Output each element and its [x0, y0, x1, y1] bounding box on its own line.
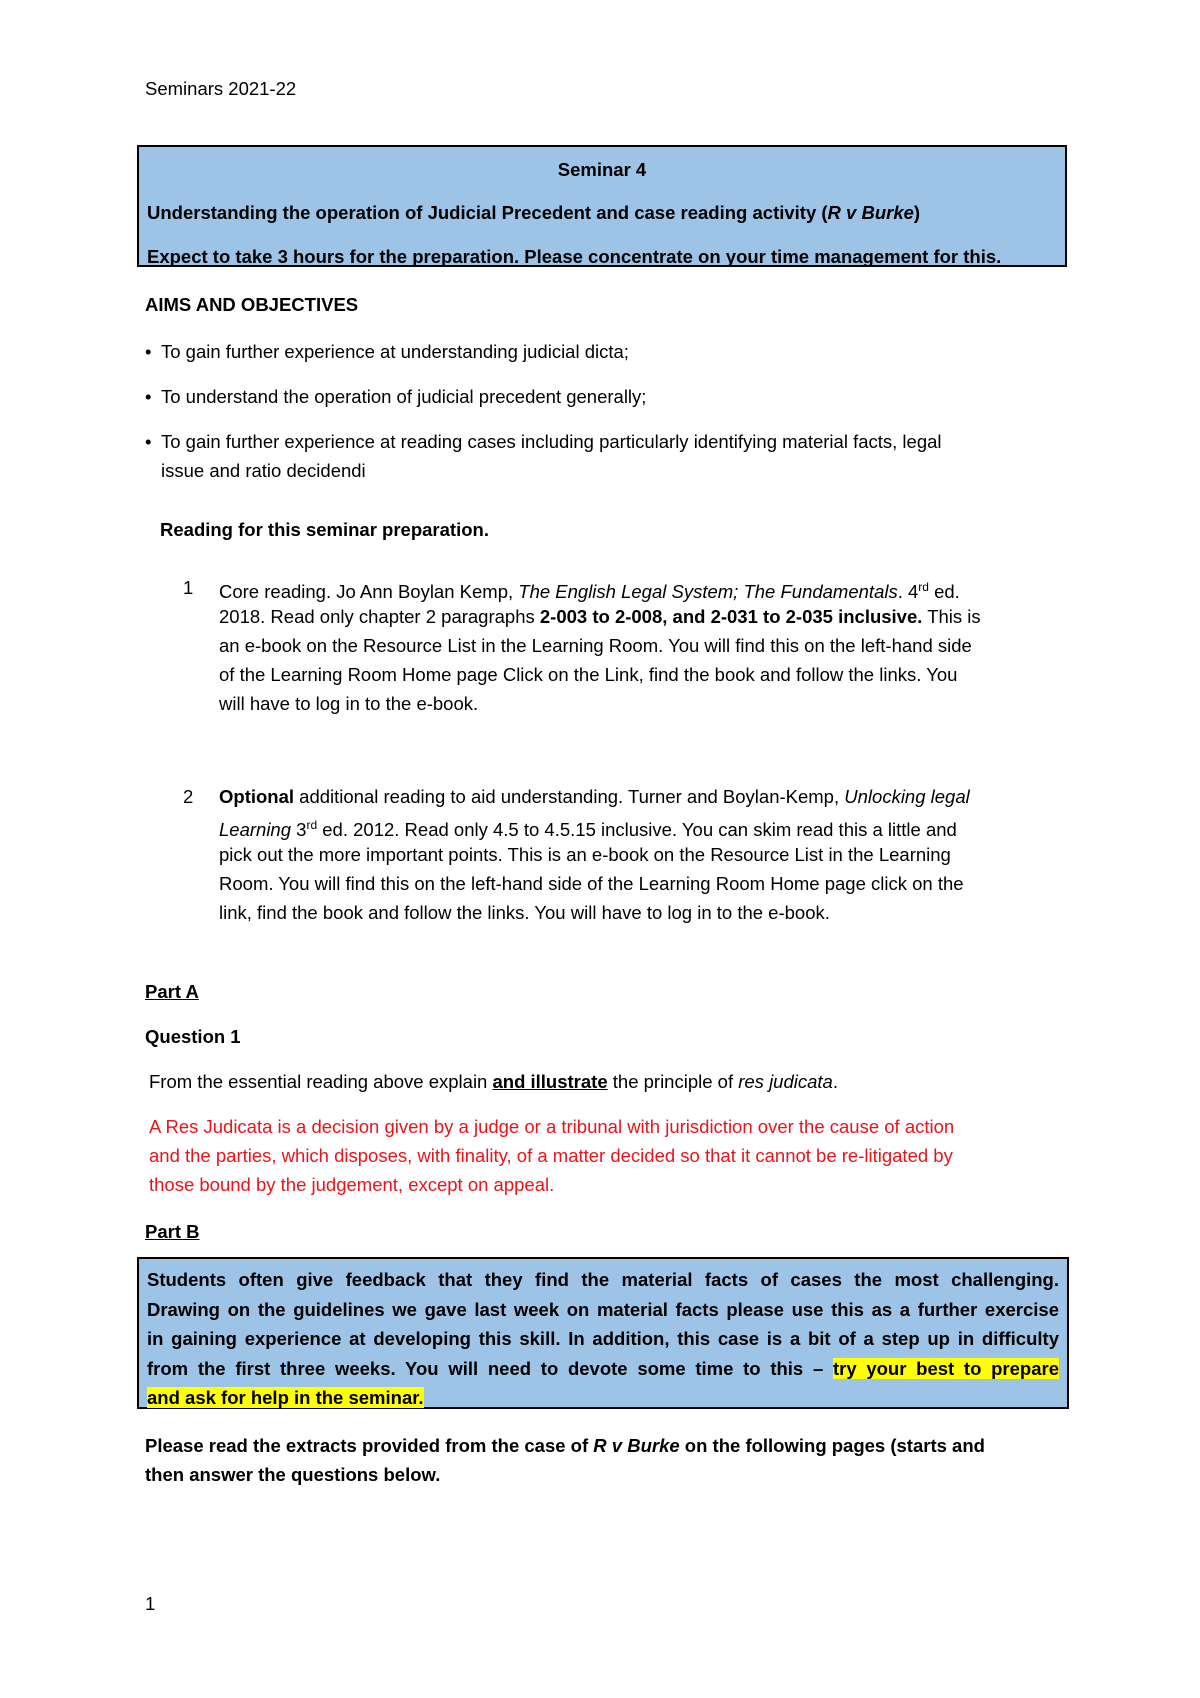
notice-line-2: Drawing on the guidelines we gave last week on material facts please use this as a further exercise — [147, 1298, 1059, 1320]
page-number: 1 — [145, 1593, 156, 1614]
answer-line-2: and the parties, which disposes, with finality, of a matter decided so that it cannot be re-litigated by — [149, 1145, 953, 1166]
notice-line-4: from the first three weeks. You will need to devote some time to this – try your best to prepare — [147, 1357, 1059, 1379]
seminar-title: Understanding the operation of Judicial Precedent and case reading activity (R v Burke) — [147, 202, 921, 223]
reading-item-2-line-5: link, find the book and follow the links. You will have to log in to the e-book. — [219, 902, 830, 923]
question-1-heading: Question 1 — [145, 1026, 241, 1047]
reading-item-1-line-1: Core reading. Jo Ann Boylan Kemp, The English Legal System; The Fundamentals. 4rd ed. — [219, 580, 960, 603]
notice-line-3: in gaining experience at developing this skill. In addition, this case is a bit of a step up in difficulty — [147, 1328, 1059, 1349]
bullet-icon: • — [145, 341, 152, 362]
reading-item-1-line-2: 2018. Read only chapter 2 paragraphs 2-003 to 2-008, and 2-031 to 2-035 inclusive. This is — [219, 606, 981, 627]
seminar-number: Seminar 4 — [557, 159, 647, 180]
answer-line-1: A Res Judicata is a decision given by a judge or a tribunal with jurisdiction over the cause of action — [149, 1116, 955, 1137]
reading-item-1-line-3: an e-book on the Resource List in the Learning Room. You will find this on the left-hand side — [219, 635, 972, 656]
reading-heading: Reading for this seminar preparation. — [160, 519, 489, 540]
reading-item-2-line-1: Optional additional reading to aid understanding. Turner and Boylan-Kemp, Unlocking legal — [219, 786, 970, 807]
reading-item-1-number: 1 — [183, 577, 194, 598]
time-note: Expect to take 3 hours for the preparation. Please concentrate on your time management for this. — [147, 246, 1002, 267]
notice-line-5: and ask for help in the seminar. — [147, 1387, 424, 1408]
bullet-icon: • — [145, 386, 152, 407]
instruction-line-1: Please read the extracts provided from the case of R v Burke on the following pages (starts and — [145, 1435, 985, 1456]
part-b-notice-box — [137, 1257, 1069, 1409]
instruction-line-2: then answer the questions below. — [145, 1464, 441, 1485]
reading-item-1-line-5: will have to log in to the e-book. — [219, 693, 479, 714]
part-b-heading: Part B — [145, 1221, 200, 1242]
reading-item-2-line-3: pick out the more important points. This is an e-book on the Resource List in the Learning — [219, 844, 951, 865]
answer-line-3: those bound by the judgement, except on appeal. — [149, 1174, 555, 1195]
aim-item-2: • To understand the operation of judicial precedent generally; — [145, 382, 646, 411]
reading-item-2-line-4: Room. You will find this on the left-hand side of the Learning Room Home page click on the — [219, 873, 964, 894]
reading-item-2-line-2: Learning 3rd ed. 2012. Read only 4.5 to 4.5.15 inclusive. You can skim read this a little and — [219, 818, 957, 841]
aim-item-1: • To gain further experience at understanding judicial dicta; — [145, 337, 629, 366]
reading-item-2-number: 2 — [183, 786, 194, 807]
question-1-text: From the essential reading above explain and illustrate the principle of res judicata. — [149, 1071, 838, 1092]
part-a-heading: Part A — [145, 981, 199, 1002]
aim-item-3: • To gain further experience at reading cases including particularly identifying material facts, legal — [145, 427, 942, 456]
reading-item-1-line-4: of the Learning Room Home page Click on the Link, find the book and follow the links. You — [219, 664, 958, 685]
aims-heading: AIMS AND OBJECTIVES — [145, 294, 359, 315]
bullet-icon: • — [145, 431, 152, 452]
notice-line-1: Students often give feedback that they find the material facts of cases the most challenging. — [147, 1269, 1059, 1290]
aim-item-3-continued: issue and ratio decidendi — [161, 460, 366, 481]
seminar-title-box — [137, 145, 1067, 267]
running-header: Seminars 2021-22 — [145, 78, 297, 99]
